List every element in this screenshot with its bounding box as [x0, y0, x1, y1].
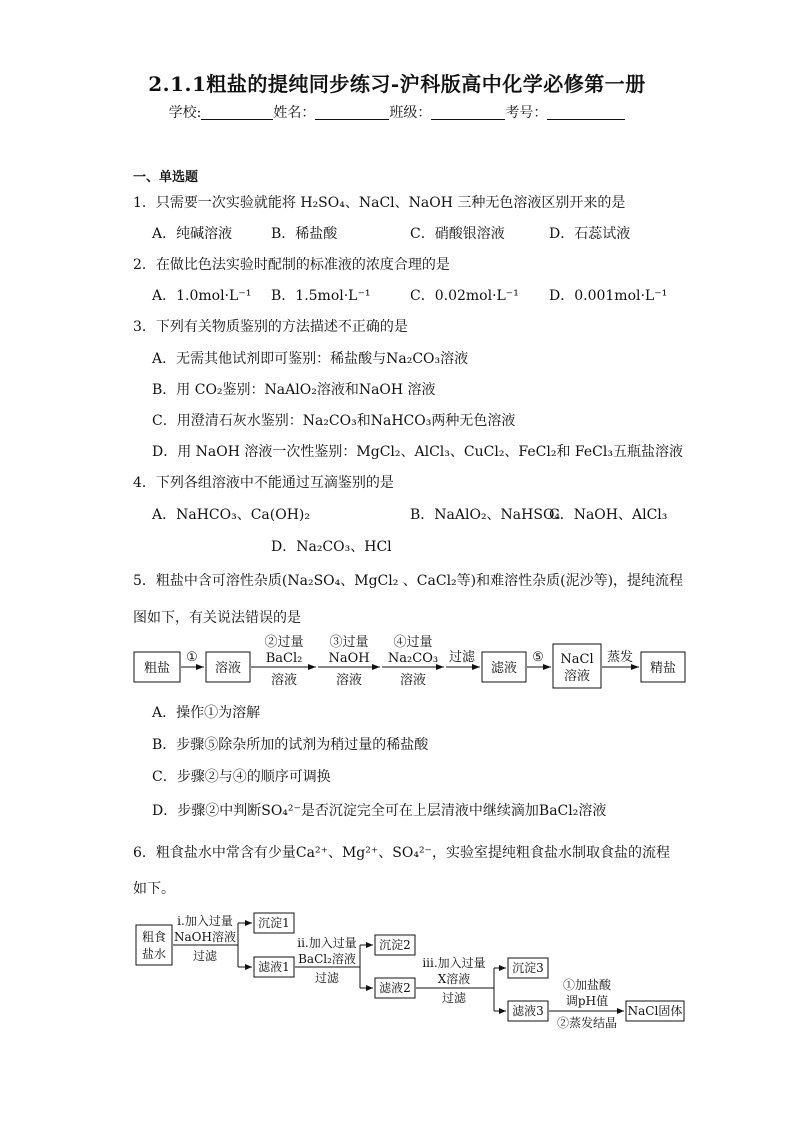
label-iii-1: iii.加入过量: [422, 956, 486, 970]
label-i-3: 过滤: [192, 949, 218, 963]
label-nacl: NaCl: [560, 652, 594, 667]
label-i-2: NaOH溶液: [174, 930, 236, 944]
label-step2-b: BaCl₂: [265, 651, 303, 666]
q5-option-d: D．步骤②中判断SO₄²⁻是否沉淀完全可在上层清液中继续滴加BaCl₂溶液: [152, 803, 607, 819]
label-nacl-solution: 溶液: [563, 669, 591, 684]
label-ppt2: 沉淀2: [379, 938, 411, 952]
label-iii-3: 过滤: [441, 991, 467, 1005]
q4-option-c: C．NaOH、AlCl₃: [549, 507, 668, 523]
label-brine-1: 粗食: [141, 930, 167, 944]
school-label: 学校:: [168, 105, 202, 121]
student-info-row: [0, 102, 794, 122]
name-label: 姓名：: [273, 105, 316, 121]
q5-option-a: A．操作①为溶解: [152, 705, 261, 721]
q1-option-a: A．纯碱溶液: [152, 226, 233, 242]
label-evaporate: 蒸发: [606, 650, 634, 665]
question-6-stem-line2: 如下。: [133, 881, 175, 897]
label-brine-2: 盐水: [141, 947, 167, 961]
label-ii-2: BaCl₂溶液: [298, 952, 356, 966]
q5-option-c: C．步骤②与④的顺序可调换: [152, 769, 331, 785]
label-fine-salt: 精盐: [649, 661, 677, 676]
q1-option-b: B．稀盐酸: [271, 226, 338, 242]
school-field[interactable]: [201, 105, 273, 120]
question-4-stem: 4．下列各组溶液中不能通过互滴鉴别的是: [133, 475, 394, 491]
label-iii-2: X溶液: [437, 972, 471, 986]
q4-option-b: B．NaAlO₂、NaHSO₄: [410, 507, 561, 523]
label-step3-a: ③过量: [329, 635, 369, 650]
q3-option-d: D．用 NaOH 溶液一次性鉴别：MgCl₂、AlCl₃、CuCl₂、FeCl₂和 FeCl₃五瓶盐溶液: [152, 444, 683, 460]
q2-option-d: D．0.001mol·L⁻¹: [549, 288, 668, 304]
label-ii-1: ii.加入过量: [297, 936, 357, 950]
label-filtrate3: 滤液3: [512, 1004, 544, 1018]
exam-no-label: 考号：: [505, 105, 548, 121]
label-step4-b: Na₂CO₃: [387, 651, 439, 666]
label-add-acid: ①加盐酸: [562, 978, 612, 992]
label-ppt1: 沉淀1: [258, 916, 290, 930]
question-3-stem: 3．下列有关物质鉴别的方法描述不正确的是: [133, 319, 408, 335]
q4-option-a: A．NaHCO₃、Ca(OH)₂: [152, 507, 310, 523]
question-1-stem: 1．只需要一次实验就能将 H₂SO₄、NaCl、NaOH 三种无色溶液区别开来的是: [133, 195, 626, 211]
label-filtrate: 滤液: [490, 661, 518, 676]
class-field[interactable]: [431, 105, 505, 120]
q2-option-b: B．1.5mol·L⁻¹: [271, 288, 371, 304]
label-crude-salt: 粗盐: [143, 661, 171, 676]
label-step3-c: 溶液: [335, 673, 363, 688]
exam-no-field[interactable]: [547, 105, 625, 120]
question-5-stem-line2: 图如下，有关说法错误的是: [133, 610, 301, 626]
section-heading: 一、单选题: [133, 170, 199, 185]
question-2-stem: 2．在做比色法实验时配制的标准液的浓度合理的是: [133, 257, 450, 273]
label-adjust-ph: 调pH值: [565, 994, 609, 1008]
label-step3-b: NaOH: [328, 651, 370, 666]
question-5-stem-line1: 5．粗盐中含可溶性杂质(Na₂SO₄、MgCl₂ 、CaCl₂等)和难溶性杂质(泥沙等)，提纯流程: [133, 573, 684, 589]
label-step4-a: ④过量: [393, 635, 433, 650]
q6-flowchart: [0, 905, 794, 1035]
label-crystallize: ②蒸发结晶: [556, 1016, 618, 1030]
label-step5: ⑤: [532, 650, 544, 665]
q5-option-b: B．步骤⑤除杂所加的试剂为稍过量的稀盐酸: [152, 737, 429, 753]
label-filtrate1: 滤液1: [258, 960, 290, 974]
q1-option-c: C．硝酸银溶液: [410, 226, 505, 242]
label-step2-c: 溶液: [270, 673, 298, 688]
name-field[interactable]: [315, 105, 389, 120]
q3-option-c: C．用澄清石灰水鉴别：Na₂CO₃和NaHCO₃两种无色溶液: [152, 413, 516, 429]
label-nacl-solid: NaCl固体: [627, 1004, 683, 1018]
label-filtrate2: 滤液2: [379, 981, 411, 995]
label-step2-a: ②过量: [264, 635, 304, 650]
class-label: 班级：: [389, 105, 432, 121]
label-i-1: i.加入过量: [177, 914, 233, 928]
q3-option-a: A．无需其他试剂即可鉴别：稀盐酸与Na₂CO₃溶液: [152, 351, 469, 367]
q2-option-a: A．1.0mol·L⁻¹: [152, 288, 252, 304]
q3-option-b: B．用 CO₂鉴别：NaAlO₂溶液和NaOH 溶液: [152, 382, 436, 398]
question-6-stem-line1: 6．粗食盐水中常含有少量Ca²⁺、Mg²⁺、SO₄²⁻，实验室提纯粗食盐水制取食盐的流程: [133, 845, 670, 861]
label-ppt3: 沉淀3: [512, 961, 544, 975]
q1-option-d: D．石蕊试液: [549, 226, 631, 242]
q4-option-d: D．Na₂CO₃、HCl: [271, 539, 392, 555]
label-filter: 过滤: [448, 650, 476, 665]
label-step1: ①: [186, 650, 198, 665]
label-solution: 溶液: [214, 661, 242, 676]
q5-flowchart: [0, 628, 794, 690]
label-step4-c: 溶液: [399, 673, 427, 688]
label-ii-3: 过滤: [314, 971, 340, 985]
q2-option-c: C．0.02mol·L⁻¹: [410, 288, 519, 304]
page-title: 2.1.1粗盐的提纯同步练习-沪科版高中化学必修第一册: [148, 72, 646, 96]
